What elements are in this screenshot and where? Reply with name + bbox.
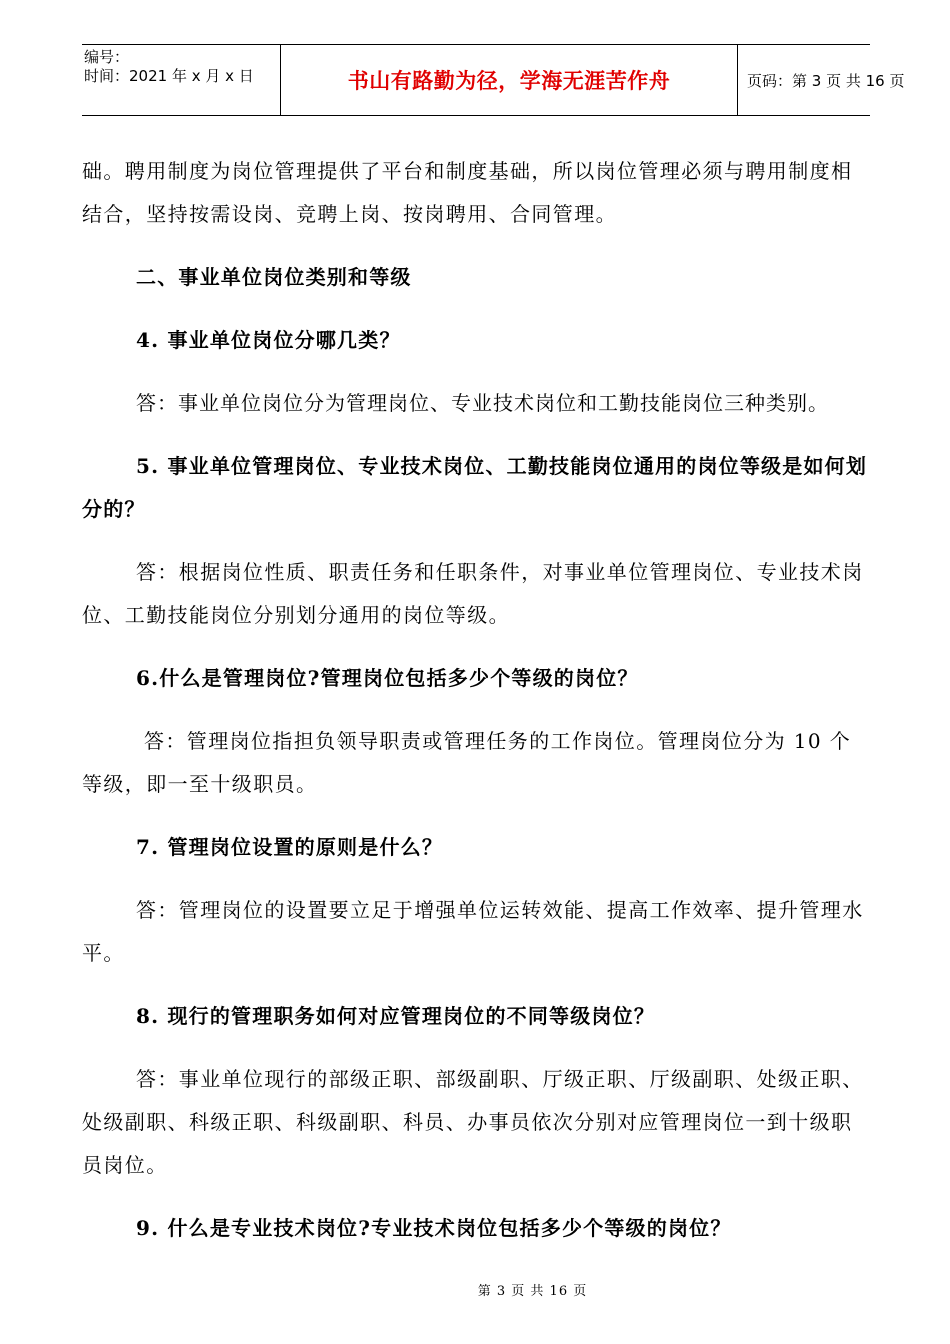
header-meta-cell <box>82 45 280 115</box>
answer-6: 答：管理岗位指担负领导职责或管理任务的工作岗位。管理岗位分为 10 个等级，即一至十级职员。 <box>82 729 852 796</box>
section-heading: 二、事业单位岗位类别和等级 <box>136 265 412 289</box>
motto-text: 书山有路勤为径，学海无涯苦作舟 <box>347 69 671 93</box>
page-info: 页码：第 3 页 共 16 页 <box>747 72 905 90</box>
question-6: 6.什么是管理岗位?管理岗位包括多少个等级的岗位？ <box>136 666 639 690</box>
page-header <box>82 44 905 116</box>
time-label: 时间：2021 年 x 月 x 日 <box>84 67 254 85</box>
question-7: 7. 管理岗位设置的原则是什么？ <box>136 835 444 859</box>
page-footer <box>0 1280 950 1299</box>
serial-number-label: 编号： <box>84 48 130 66</box>
question-9: 9. 什么是专业技术岗位?专业技术岗位包括多少个等级的岗位？ <box>136 1216 732 1240</box>
answer-7: 答：管理岗位的设置要立足于增强单位运转效能、提高工作效率、提升管理水平。 <box>82 898 864 965</box>
question-8: 8. 现行的管理职务如何对应管理岗位的不同等级岗位？ <box>136 1004 656 1028</box>
answer-8: 答：事业单位现行的部级正职、部级副职、厅级正职、厅级副职、处级正职、处级副职、科级正职、科级副职、科员、办事员依次分别对应管理岗位一到十级职员岗位。 <box>82 1067 864 1177</box>
question-5: 5. 事业单位管理岗位、专业技术岗位、工勤技能岗位通用的岗位等级是如何划分的？ <box>82 454 868 521</box>
answer-4: 答：事业单位岗位分为管理岗位、专业技术岗位和工勤技能岗位三种类别。 <box>136 391 829 415</box>
question-4: 4. 事业单位岗位分哪几类？ <box>136 328 401 352</box>
answer-5: 答：根据岗位性质、职责任务和任职条件，对事业单位管理岗位、专业技术岗位、工勤技能岗位分别划分通用的岗位等级。 <box>82 560 864 627</box>
page-footer-text: 第 3 页 共 16 页 <box>477 1284 588 1299</box>
paragraph-continuation: 础。聘用制度为岗位管理提供了平台和制度基础，所以岗位管理必须与聘用制度相结合，坚持按需设岗、竞聘上岗、按岗聘用、合同管理。 <box>82 159 853 226</box>
header-page-cell <box>737 45 905 115</box>
header-motto-cell <box>280 45 738 115</box>
document-body <box>82 150 872 1250</box>
